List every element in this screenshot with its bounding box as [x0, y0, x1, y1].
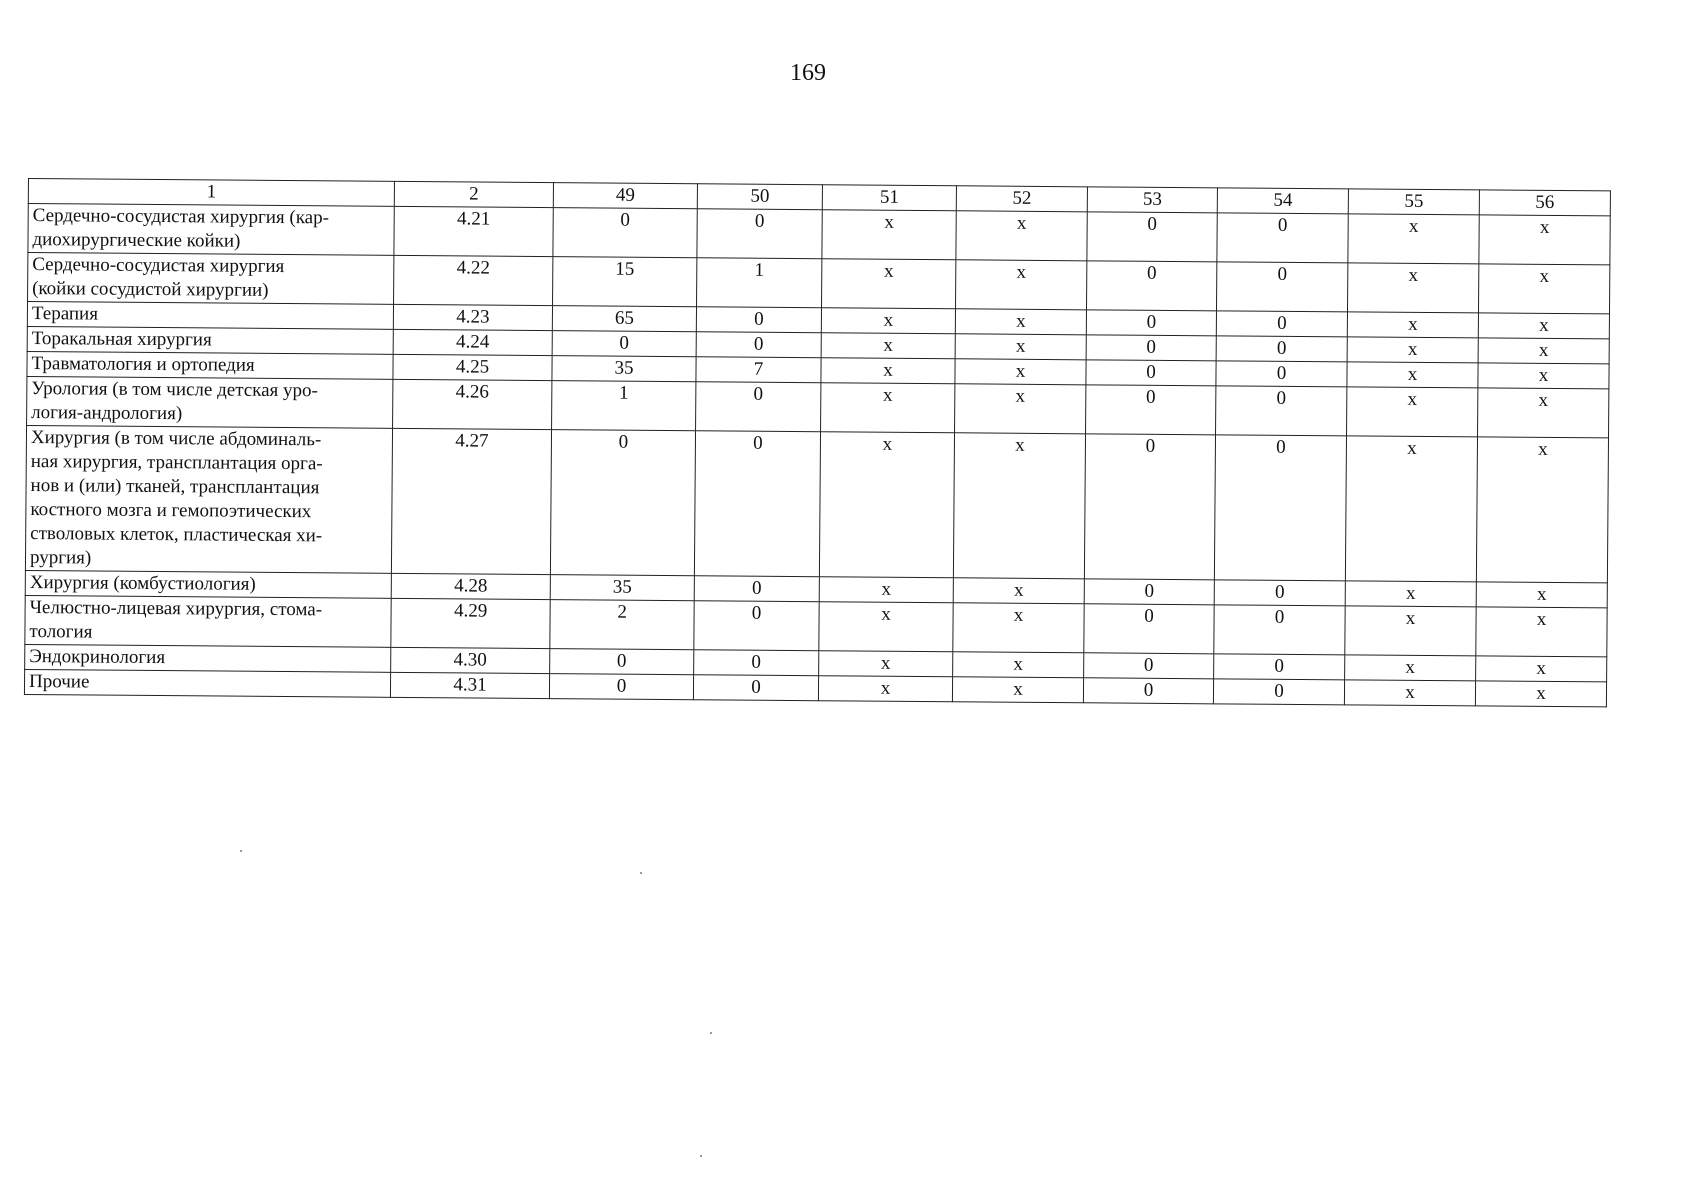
- value-cell: х: [1345, 606, 1476, 656]
- value-cell: х: [956, 211, 1087, 261]
- value-cell: х: [955, 334, 1086, 360]
- value-cell: 0: [1086, 310, 1216, 336]
- value-cell: 0: [1084, 579, 1214, 605]
- value-cell: 0: [696, 382, 821, 432]
- value-cell: х: [1347, 337, 1478, 363]
- value-cell: х: [821, 358, 955, 384]
- value-cell: 7: [696, 357, 821, 383]
- value-cell: 0: [694, 650, 819, 676]
- value-cell: 0: [1086, 261, 1216, 311]
- row-label-cell: Прочие: [24, 669, 390, 697]
- column-header: 53: [1087, 187, 1217, 213]
- value-cell: х: [952, 677, 1083, 703]
- value-cell: х: [822, 259, 956, 309]
- value-cell: 0: [694, 601, 819, 651]
- value-cell: 0: [1214, 605, 1345, 655]
- value-cell: 0: [1083, 678, 1213, 704]
- data-table-container: [24, 178, 1594, 707]
- value-cell: 0: [694, 576, 819, 602]
- value-cell: 2: [550, 600, 694, 650]
- value-cell: 0: [1087, 212, 1217, 262]
- value-cell: 0: [696, 332, 821, 358]
- value-cell: х: [818, 676, 952, 702]
- value-cell: х: [1478, 388, 1609, 438]
- column-header: 52: [956, 186, 1087, 212]
- value-cell: х: [953, 603, 1084, 653]
- value-cell: 0: [1086, 385, 1216, 435]
- value-cell: х: [1476, 607, 1607, 657]
- data-table: [24, 178, 1611, 707]
- value-cell: х: [1345, 655, 1476, 681]
- value-cell: х: [1475, 681, 1606, 707]
- value-cell: 0: [550, 649, 694, 675]
- scan-speck: [640, 872, 642, 874]
- column-header: 1: [28, 179, 394, 207]
- value-cell: 0: [1086, 360, 1216, 386]
- value-cell: 0: [1216, 361, 1347, 387]
- value-cell: 0: [550, 430, 695, 576]
- row-label-cell: Челюстно-лицевая хирургия, стома- тология: [25, 595, 391, 647]
- value-cell: х: [1476, 582, 1607, 608]
- value-cell: 0: [1214, 435, 1346, 581]
- value-cell: 0: [693, 675, 818, 701]
- value-cell: х: [1478, 363, 1609, 389]
- column-header: 56: [1479, 190, 1610, 216]
- value-cell: х: [1476, 437, 1608, 583]
- value-cell: 0: [1216, 336, 1347, 362]
- value-cell: х: [955, 309, 1086, 335]
- value-cell: 0: [1084, 653, 1214, 679]
- column-header: 51: [822, 185, 956, 211]
- scan-speck: [700, 1155, 702, 1157]
- row-code-cell: 4.30: [391, 647, 550, 673]
- column-header: 54: [1217, 188, 1348, 214]
- row-code-cell: 4.31: [390, 672, 549, 698]
- row-label-cell: Травматология и ортопедия: [27, 351, 393, 379]
- table-body: [24, 204, 1610, 707]
- row-label-cell: Сердечно-сосудистая хирургия (койки сосудистой хирургии): [28, 253, 394, 305]
- row-label-cell: Терапия: [27, 302, 393, 330]
- value-cell: х: [1344, 680, 1475, 706]
- row-label-cell: Хирургия (в том числе абдоминаль- ная хирургия, трансплантация орга- нов и (или) тканей, трансплантация костного мозга и гемопоэтических стволовых клеток, пластическая хи- рургия): [25, 425, 392, 573]
- column-header: 2: [394, 181, 553, 207]
- row-code-cell: 4.28: [391, 573, 550, 599]
- value-cell: 0: [1084, 434, 1215, 580]
- table-row: [25, 425, 1608, 582]
- value-cell: х: [1347, 362, 1478, 388]
- scan-speck: [240, 850, 242, 852]
- scan-speck: [710, 1032, 712, 1034]
- row-code-cell: 4.21: [394, 206, 553, 256]
- value-cell: х: [1478, 313, 1609, 339]
- value-cell: х: [953, 433, 1085, 579]
- value-cell: х: [956, 260, 1087, 310]
- row-label-cell: Сердечно-сосудистая хирургия (кар- диохирургические койки): [28, 204, 394, 256]
- value-cell: х: [1345, 436, 1477, 582]
- row-code-cell: 4.22: [394, 255, 553, 305]
- value-cell: 0: [696, 307, 821, 333]
- row-code-cell: 4.29: [391, 598, 550, 648]
- value-cell: х: [821, 383, 955, 433]
- value-cell: х: [955, 384, 1086, 434]
- value-cell: 0: [1216, 311, 1347, 337]
- value-cell: 0: [694, 431, 820, 577]
- column-header: 55: [1348, 189, 1479, 215]
- value-cell: х: [819, 432, 954, 578]
- value-cell: х: [1348, 214, 1479, 264]
- value-cell: х: [821, 308, 955, 334]
- value-cell: 0: [1216, 386, 1347, 436]
- row-label-cell: Эндокринология: [25, 644, 391, 672]
- value-cell: х: [1479, 215, 1610, 265]
- value-cell: х: [819, 602, 953, 652]
- value-cell: 35: [550, 575, 694, 601]
- value-cell: 0: [552, 331, 696, 357]
- row-code-cell: 4.24: [393, 329, 552, 355]
- value-cell: х: [1347, 312, 1478, 338]
- value-cell: х: [1345, 581, 1476, 607]
- column-header: 50: [697, 184, 822, 210]
- row-code-cell: 4.25: [393, 354, 552, 380]
- value-cell: 0: [553, 208, 697, 258]
- row-label-cell: Торакальная хирургия: [27, 326, 393, 354]
- row-label-cell: Урология (в том числе детская уро- логия-андрология): [27, 376, 393, 428]
- value-cell: 0: [549, 674, 693, 700]
- value-cell: х: [955, 359, 1086, 385]
- value-cell: 1: [697, 258, 822, 308]
- value-cell: 0: [1217, 213, 1348, 263]
- value-cell: 1: [552, 381, 696, 431]
- value-cell: х: [819, 651, 953, 677]
- value-cell: 0: [1086, 335, 1216, 361]
- value-cell: 15: [553, 257, 697, 307]
- value-cell: х: [822, 210, 956, 260]
- value-cell: х: [953, 578, 1084, 604]
- value-cell: 0: [1214, 654, 1345, 680]
- row-code-cell: 4.27: [391, 428, 551, 574]
- value-cell: 0: [1216, 262, 1347, 312]
- value-cell: х: [821, 333, 955, 359]
- value-cell: 0: [1084, 604, 1214, 654]
- value-cell: х: [953, 652, 1084, 678]
- value-cell: х: [819, 577, 953, 603]
- value-cell: х: [1478, 264, 1609, 314]
- value-cell: х: [1347, 387, 1478, 437]
- row-label-cell: Хирургия (комбустиология): [25, 570, 391, 598]
- page-number: 169: [790, 60, 826, 86]
- value-cell: х: [1478, 338, 1609, 364]
- value-cell: 0: [1213, 679, 1344, 705]
- value-cell: 0: [697, 209, 822, 259]
- row-code-cell: 4.26: [393, 379, 552, 429]
- value-cell: 0: [1214, 580, 1345, 606]
- value-cell: х: [1347, 263, 1478, 313]
- value-cell: 35: [552, 356, 696, 382]
- column-header: 49: [553, 183, 697, 209]
- row-code-cell: 4.23: [393, 304, 552, 330]
- value-cell: 65: [552, 306, 696, 332]
- value-cell: х: [1476, 656, 1607, 682]
